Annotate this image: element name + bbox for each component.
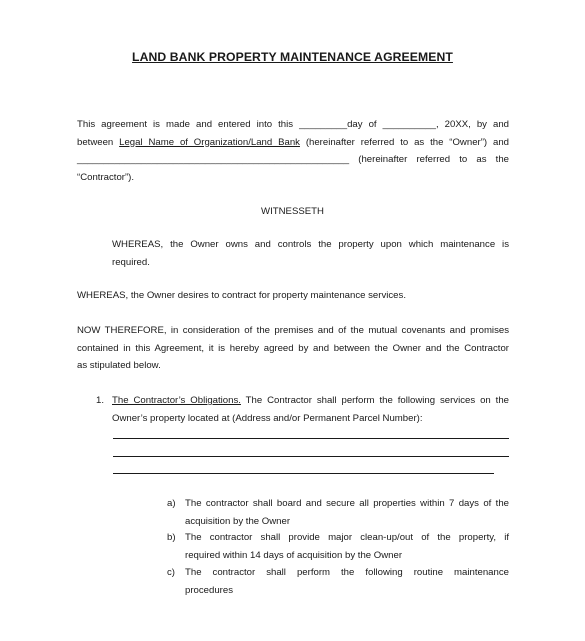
intro-line-2 <box>77 134 509 152</box>
whereas-paragraph-2: WHEREAS, the Owner desires to contract for property maintenance services. <box>77 290 406 301</box>
now-therefore-paragraph <box>77 322 509 375</box>
subitem-a <box>185 495 509 530</box>
section-1-line-1-rest: The Contractor shall perform the following services on the <box>240 395 509 406</box>
section-1-heading: The Contractor’s Obligations. <box>112 395 241 406</box>
witnesseth-heading: WITNESSETH <box>261 206 324 217</box>
now-therefore-line-2: contained in this Agreement, it is hereby agreed by and between the Owner and the Contractor <box>77 342 509 354</box>
document-title: LAND BANK PROPERTY MAINTENANCE AGREEMENT <box>132 50 453 64</box>
address-blank-line-1[interactable] <box>113 438 509 439</box>
subitem-c-line-2: procedures <box>185 584 233 596</box>
address-blank-line-3[interactable] <box>113 473 494 474</box>
section-1-line-2: Owner’s property located at (Address and/or Permanent Parcel Number): <box>112 412 423 424</box>
section-1-body <box>112 392 509 427</box>
subitem-a-letter: a) <box>167 498 176 509</box>
whereas1-line-2: required. <box>112 256 150 268</box>
subitem-a-line-1: The contractor shall board and secure all properties within 7 days of the <box>185 498 509 509</box>
section-1-line-1 <box>112 392 509 410</box>
whereas-paragraph-1 <box>112 236 509 271</box>
subitem-c-letter: c) <box>167 567 175 578</box>
intro-line-2-suffix: (hereinafter referred to as the “Owner”) and <box>299 136 509 148</box>
organization-name-placeholder: Legal Name of Organization/Land Bank <box>119 136 300 148</box>
subitem-c-line-1: The contractor shall perform the following routine maintenance <box>185 567 509 578</box>
subitem-a-line-2: acquisition by the Owner <box>185 515 291 527</box>
intro-line-1: This agreement is made and entered into this _________day of __________, 20XX, by and <box>77 119 509 130</box>
now-therefore-line-1: NOW THEREFORE, in consideration of the premises and of the mutual covenants and promises <box>77 325 509 336</box>
intro-line-3: ___________________________________________________ (hereinafter referred to as the <box>77 154 509 165</box>
subitem-c <box>185 564 509 599</box>
subitem-b <box>185 529 509 564</box>
address-blank-line-2[interactable] <box>113 456 509 457</box>
subitem-b-line-2: required within 14 days of acquisition by the Owner <box>185 549 403 561</box>
intro-line-2-prefix: between <box>77 136 120 148</box>
section-1-number: 1. <box>96 395 105 406</box>
intro-line-4: “Contractor”). <box>77 171 135 183</box>
subitem-b-letter: b) <box>167 532 176 543</box>
now-therefore-line-3: as stipulated below. <box>77 360 161 371</box>
subitem-b-line-1: The contractor shall provide major clean-up/out of the property, if <box>185 532 509 543</box>
intro-paragraph <box>77 116 509 186</box>
whereas1-line-1: WHEREAS, the Owner owns and controls the property upon which maintenance is <box>112 239 509 250</box>
